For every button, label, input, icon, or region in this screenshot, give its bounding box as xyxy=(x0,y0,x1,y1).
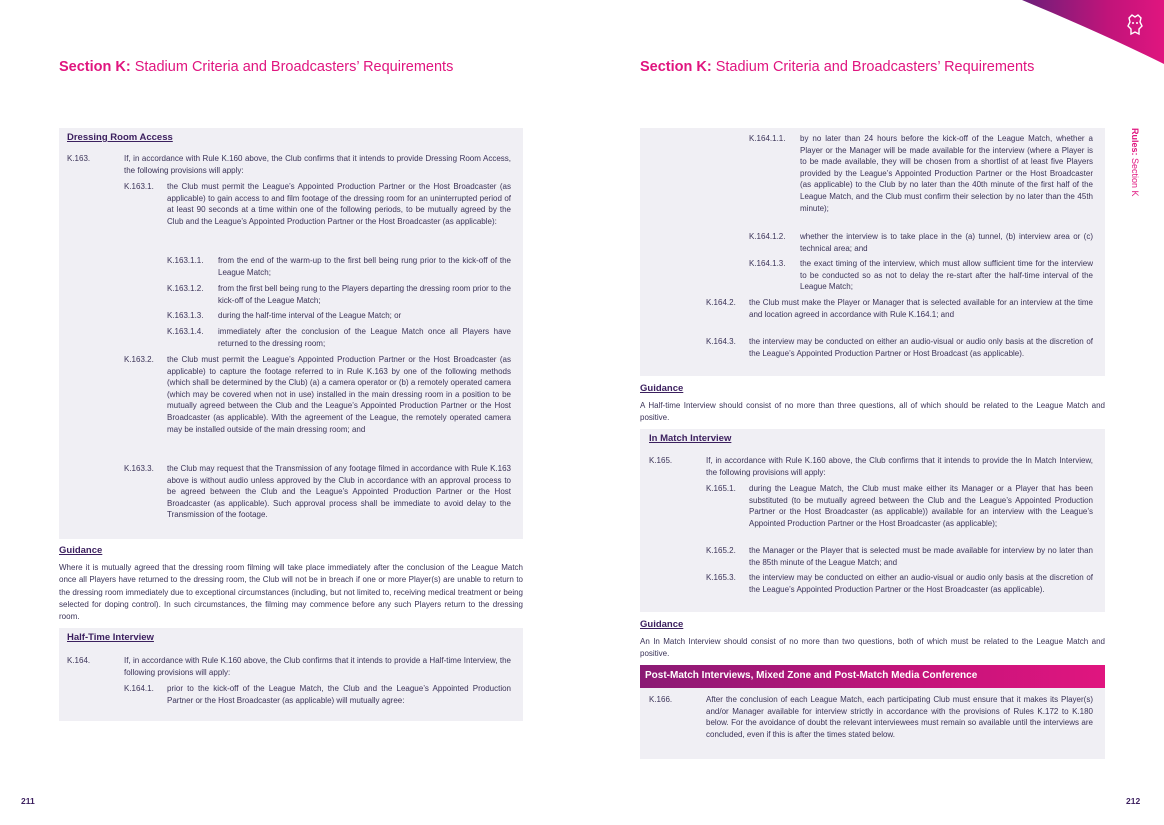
rule-k16312: K.163.1.2. from the first bell being rung to the Players departing the dressing room prior to the kick-off of the League Match; xyxy=(167,284,511,305)
right-page-title: Section K: Stadium Criteria and Broadcasters’ Requirements xyxy=(640,59,1035,75)
post-match-banner xyxy=(640,665,1105,688)
guidance-heading-1: Guidance xyxy=(59,545,103,556)
rule-k163: K.163. If, in accordance with Rule K.160 above, the Club confirms that it intends to provide Dressing Room Access, the following provisions will apply: xyxy=(67,154,511,175)
rule-k1651: K.165.1. during the League Match, the Club must make either its Manager or a Player that has been substituted (to be mutually agreed between the Club and the League’s Appointed Production Partner or the Host Broadcaster (as applicable)) available for an interview with the League’s Appointed Production Partner or the Host Broadcaster (as applicable); xyxy=(706,484,1093,528)
rule-k16412: K.164.1.2. whether the interview is to take place in the (a) tunnel, (b) interview area or (c) technical area; and xyxy=(749,232,1093,253)
rule-k1642: K.164.2. the Club must make the Player or Manager that is selected available for an interview at the time and location agreed in accordance with Rule K.164.1; and xyxy=(706,298,1093,319)
dressing-room-heading: Dressing Room Access xyxy=(67,132,173,143)
guidance-text-1: Where it is mutually agreed that the dressing room filming will take place immediately after the conclusion of the League Match once all Players have returned to the dressing room, the Club will not be in breach if one or more Player(s) are unable to return to the dressing room immediately due to exceptional circumstances (including, but not limited to, receiving medical treatment or being selected for doping control). In such circumstances, the filming may commence before any such Players return to the dressing room. xyxy=(59,563,523,622)
page-number-right: 212 xyxy=(1126,796,1141,806)
rule-k166: K.166. After the conclusion of each League Match, each participating Club must ensure that it makes its Player(s) and/or Manager available for interview strictly in accordance with the provisions of Rules K.172 to K.180 below. For the avoidance of doubt the relevant interviewees must remain so available until the interviews are concluded, even if this is after the times stated below. xyxy=(649,695,1093,739)
guidance-heading-3: Guidance xyxy=(640,619,684,630)
rule-k165: K.165. If, in accordance with Rule K.160 above, the Club confirms that it intends to provide the In Match Interview, the following provisions will apply: xyxy=(649,456,1093,477)
in-match-heading: In Match Interview xyxy=(649,433,732,444)
rule-k1653: K.165.3. the interview may be conducted on either an audio-visual or audio only basis at the discretion of the League’s Appointed Production Partner or the Host Broadcaster (as applicable). xyxy=(706,573,1093,594)
left-page-title: Section K: Stadium Criteria and Broadcasters’ Requirements xyxy=(59,59,454,75)
rule-k1632: K.163.2. the Club must permit the League’s Appointed Production Partner or the Host Broadcaster (as applicable) to capture the footage referred to in Rule K.163 by one of the following methods (which shall be determined by the Club) (a) a camera operator or (b) a remotely operated camera (which may be covered when not in use) installed in the main dressing room in a position to be mutually agreed between the Club and the League’s Appointed Production Partner or the Host Broadcaster (as applicable). With the agreement of the League, the remotely operated camera may be installed outside of the main dressing room; and xyxy=(124,355,511,434)
rule-k1633: K.163.3. the Club may request that the Transmission of any footage filmed in accordance with Rule K.163 above is without audio unless approved by the Club in accordance with an approval process to be agreed between the Club and the League’s Appointed Production Partner or the Host Broadcaster (as applicable). Such approval process shall be immediate to avoid delay to the Transmission of the footage. xyxy=(124,464,511,520)
rule-k16313: K.163.1.3. during the half-time interval of the League Match; or xyxy=(167,311,402,320)
rule-k1652: K.165.2. the Manager or the Player that is selected must be made available for interview by no later than the 85th minute of the League Match; and xyxy=(706,546,1093,567)
guidance-heading-2: Guidance xyxy=(640,383,684,394)
guidance-text-3: An In Match Interview should consist of no more than two questions, both of which must be related to the League Match and positive. xyxy=(640,637,1105,659)
lion-crest-icon xyxy=(1125,14,1145,36)
rule-k16413: K.164.1.3. the exact timing of the interview, which must allow sufficient time for the interview to be conducted so as not to delay the re-start after the half-time interval of the League Match; xyxy=(749,259,1093,292)
post-match-banner-label: Post-Match Interviews, Mixed Zone and Post-Match Media Conference xyxy=(645,670,978,681)
page-number-left: 211 xyxy=(21,796,35,806)
rule-k1643: K.164.3. the interview may be conducted on either an audio-visual or audio only basis at the discretion of the League’s Appointed Production Partner or Host Broadcast (as applicable). xyxy=(706,337,1093,358)
half-time-heading: Half-Time Interview xyxy=(67,632,154,643)
rule-k16411: K.164.1.1. by no later than 24 hours before the kick-off of the League Match, whether a Player or the Manager will be made available for the interview (where a Player is to be made available, they will be chosen from a shortlist of at least five Players provided by the League’s Appointed Production Partner or the Host Broadcaster (as applicable) to the Club by no later than the 40th minute of the first half of the League Match, and the Club must confirm their selection by no later than the 45th minute); xyxy=(749,134,1093,213)
guidance-text-2: A Half-time Interview should consist of no more than three questions, all of which should be related to the League Match and positive. xyxy=(640,401,1105,423)
rule-k164: K.164. If, in accordance with Rule K.160 above, the Club confirms that it intends to provide a Half-time Interview, the following provisions will apply: xyxy=(67,656,511,677)
rule-k16311: K.163.1.1. from the end of the warm-up to the first bell being rung prior to the kick-off of the League Match; xyxy=(167,256,511,277)
side-tab: Rules: Section K xyxy=(1130,128,1140,197)
rule-k16314: K.163.1.4. immediately after the conclusion of the League Match once all Players have returned to the dressing room; xyxy=(167,327,511,348)
rule-k1641: K.164.1. prior to the kick-off of the League Match, the Club and the League’s Appointed Production Partner or the Host Broadcaster (as applicable) will mutually agree: xyxy=(124,684,511,705)
rule-k1631: K.163.1. the Club must permit the League’s Appointed Production Partner or the Host Broadcaster (as applicable) to gain access to and film footage of the dressing room for an uninterrupted period of at least 90 seconds at a time within one of the following periods, to be mutually agreed by the Club and the League’s Appointed Production Partner or the Host Broadcaster (as applicable): xyxy=(124,182,511,226)
